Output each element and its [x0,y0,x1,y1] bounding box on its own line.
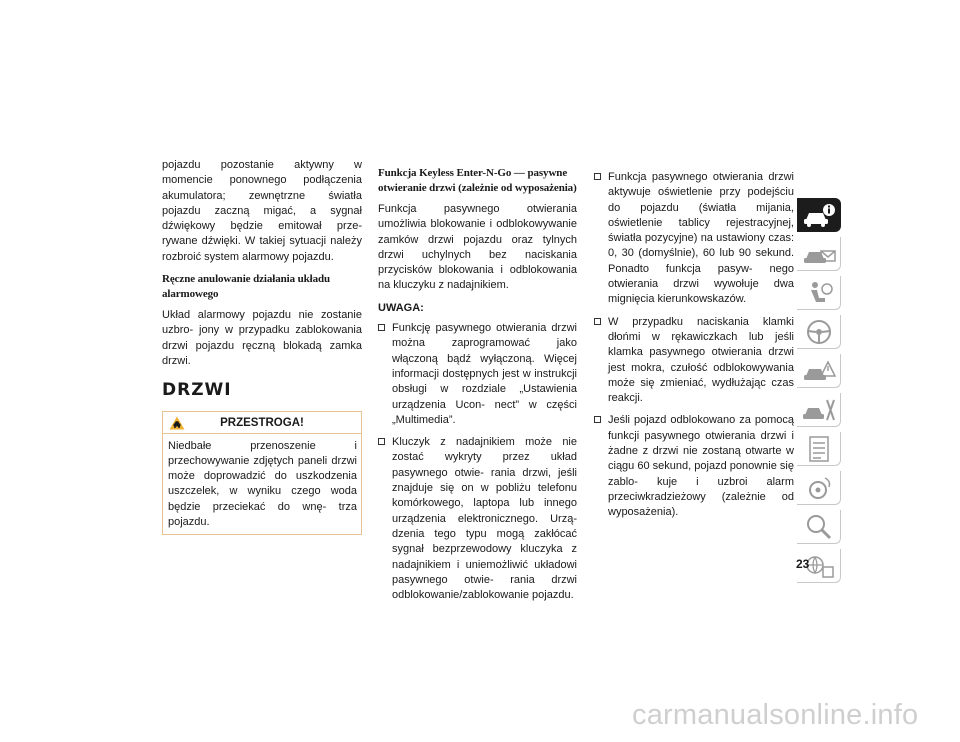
warning-car-icon [169,416,185,430]
chapter-tabs [797,198,844,588]
tab-driving[interactable] [797,315,841,349]
column-middle [378,158,577,610]
warning-text: Niedbałe przenoszenie i przechowywanie zdjętych paneli drzwi może doprowadzić do uszkodzenia uszczelek, w wyniku czego woda będzie przeciekać do wnę- trza pojazdu. [168,439,357,529]
tab-index[interactable] [797,510,841,544]
list-item: Funkcję pasywnego otwierania drzwi można zaprogramować jako włączoną bądź wyłączoną. Więcej informacji dostępnych jest w instrukcji obsługi w rozdziale „Ustawienia urządzenia Ucon- nect” w części „Multimedia”. [378,321,577,428]
section-title-doors: DRZWI [162,380,232,401]
checkbox-bullet-icon [378,324,385,331]
tab-vehicle-info[interactable] [797,198,841,232]
car-info-icon [801,200,837,230]
steering-wheel-icon [801,317,837,347]
checkbox-bullet-icon [594,416,601,423]
tab-getting-started[interactable] [797,237,841,271]
warning-header [163,412,361,434]
warning-box [162,411,362,536]
car-warning-icon [801,356,837,386]
watermark: carmanualsonline.info [632,699,919,731]
list-item: W przypadku naciskania klamki dłońmi w rękawiczkach lub jeśli klamka pasywnego otwierania drzwi jest mokra, czułość odblokowywania może się zmieniać, wydłużając czas reakcji. [594,315,794,407]
checkbox-bullet-icon [594,318,601,325]
checklist-icon [801,434,837,464]
checkbox-bullet-icon [594,173,601,180]
column-right [594,170,794,528]
tab-emergency[interactable] [797,354,841,388]
heading-manual-cancel: Ręczne anulowanie działania układu alarmowego [162,273,331,301]
warning-title: PRZESTROGA! [220,416,304,429]
tab-multimedia[interactable] [797,471,841,505]
list-item: Kluczyk z nadajnikiem może nie zostać wykryty przez układ pasywnego otwie- rania drzwi, jeśli znajduje się on w pobliżu telefonu komórkowego, laptopa lub innego urządzenia elektronicznego. Urzą- dzenia tego typu mogą zakłócać sygnał bezprzewodowy kluczyka z nadajnikiem i uniemożliwić układowi pasywnego otwie- rania drzwi odblokowanie/zablokowanie pojazdu. [378,435,577,603]
seat-airbag-icon [801,278,837,308]
car-mail-icon [801,239,837,269]
paragraph-passive-entry: Funkcja pasywnego otwierania umożliwia blokowanie i odblokowywanie zamków drzwi pojazdu oraz tylnych drzwi uchylnych bez naciskania przycisków blokowania i odblokowania na kluczyku z nadajnikiem. [378,203,577,292]
tab-safety[interactable] [797,276,841,310]
note-list [378,321,577,603]
column-left [162,158,362,535]
note-label: UWAGA: [378,301,424,314]
magnifier-icon [801,512,837,542]
page-number: 23 [796,557,810,571]
feature-list [594,170,794,521]
tab-specifications[interactable] [797,432,841,466]
list-item: Jeśli pojazd odblokowano za pomocą funkcji pasywnego otwierania drzwi i żadne z drzwi nie zostaną otwarte w ciągu 60 sekund, pojazd ponownie się zablo- kuje i uzbroi alarm przeciwkradzieżowy (zależnie od wyposażenia). [594,413,794,520]
paragraph-alarm-reconnect: pojazdu pozostanie aktywny w momencie ponownego podłączenia akumulatora; zewnętrzne światła pojazdu zaczną migać, a sygnał dźwiękowy będzie emitował prze- rywane dźwięki. W takiej sytuacji należy rozbroić system alarmowy pojazdu. [162,159,362,263]
tab-servicing[interactable] [797,393,841,427]
paragraph-manual-lock: Układ alarmowy pojazdu nie zostanie uzbro- jony w przypadku zablokowania drzwi pojazdu ręczną blokadą zamka drzwi. [162,309,362,367]
checkbox-bullet-icon [378,438,385,445]
car-tools-icon [801,395,837,425]
heading-keyless-enter: Funkcja Keyless Enter-N-Go — pasywne otwieranie drzwi (zależnie od wyposażenia) [378,167,577,194]
list-item: Funkcja pasywnego otwierania drzwi aktywuje oświetlenie przy podejściu do pojazdu (światła mijania, oświetlenie tablicy rejestracyjnej, światła pozycyjne) na ustawiony czas: 0, 30 (domyślnie), 60 lub 90 sekund. Ponadto funkcja pasyw- nego otwierania drzwi wywołuje dwa mignięcia kierunkowskazów. [594,170,794,308]
media-icon [801,473,837,503]
